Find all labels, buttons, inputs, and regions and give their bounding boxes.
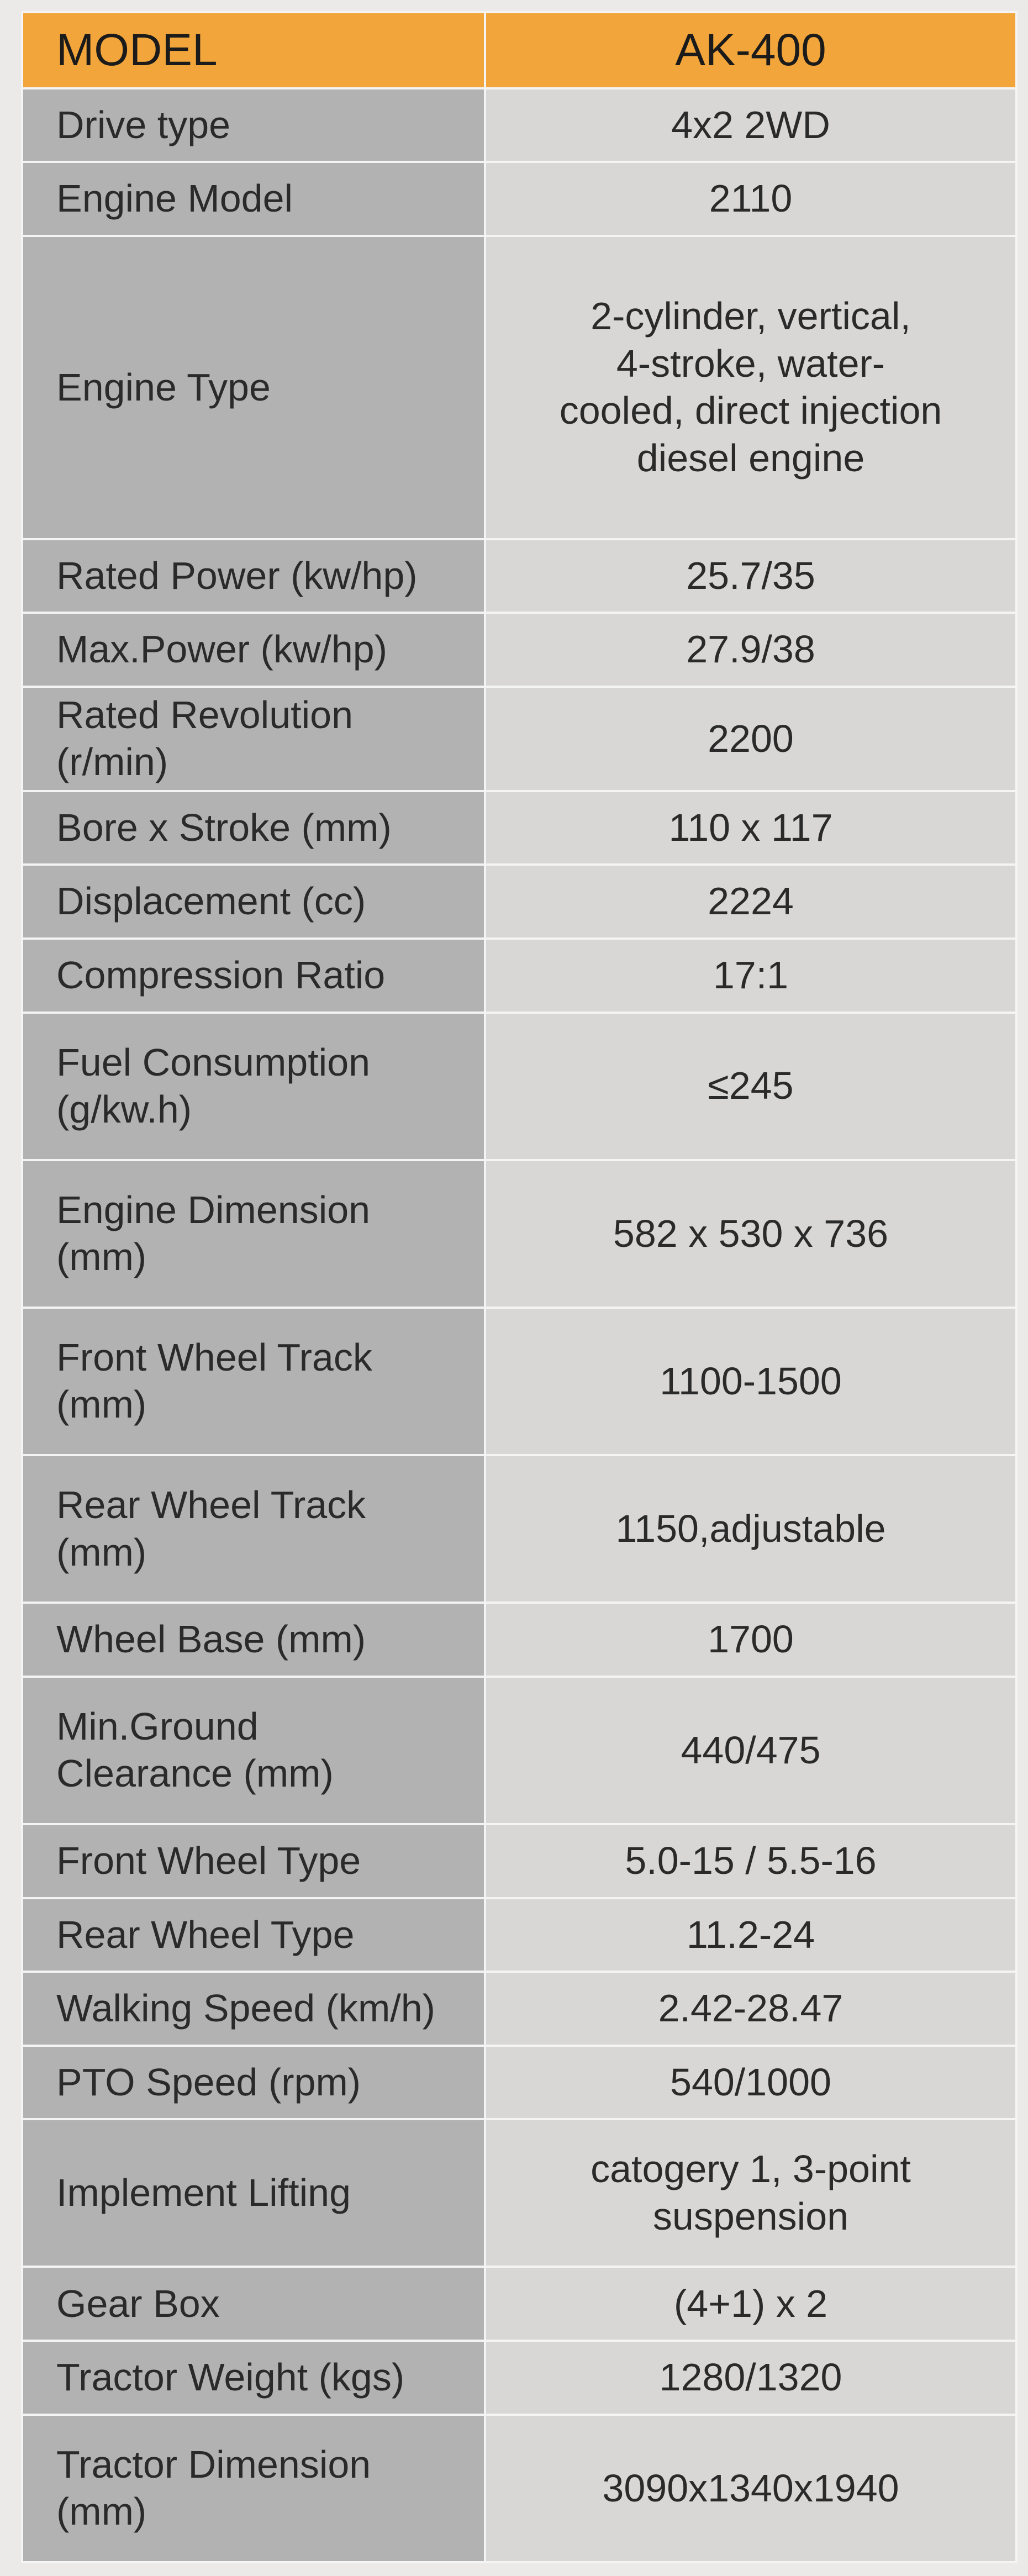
spec-label-line: Rated Revolution [56,693,353,736]
spec-label-line: Front Wheel Type [56,1839,361,1883]
spec-value-line: 2224 [708,879,794,923]
spec-value-line: 1280/1320 [659,2356,842,2399]
spec-label-line: Wheel Base (mm) [56,1618,366,1661]
spec-value [485,2341,1016,2415]
spec-row [22,687,1016,791]
spec-row [22,1455,1016,1603]
spec-value [485,1160,1016,1308]
spec-label [22,88,485,162]
spec-label-line: Min.Ground [56,1705,259,1748]
spec-value-line: 11.2-24 [686,1913,815,1956]
spec-label-line: Tractor Dimension [56,2442,371,2486]
spec-label-line: Engine Type [56,365,271,409]
spec-value [485,939,1016,1013]
spec-value [485,1972,1016,2046]
spec-label [22,236,485,539]
spec-value [485,1013,1016,1160]
spec-label-line: Clearance (mm) [56,1752,334,1795]
spec-row [22,1013,1016,1160]
spec-value-line: (4+1) x 2 [673,2282,828,2325]
spec-label [22,1603,485,1677]
spec-label [22,2046,485,2120]
spec-label-line: Displacement (cc) [56,879,366,923]
spec-value [485,1677,1016,1824]
header-row [22,12,1016,88]
spec-label [22,162,485,236]
spec-value-line: 440/475 [681,1728,821,1772]
spec-row [22,1603,1016,1677]
spec-label-line: Rear Wheel Track [56,1483,366,1527]
spec-value-line: 1150,adjustable [615,1506,886,1550]
spec-row [22,1160,1016,1308]
spec-label-line: Engine Model [56,177,293,220]
spec-label-line: Rated Power (kw/hp) [56,554,418,597]
spec-label [22,2341,485,2415]
spec-row [22,2046,1016,2120]
spec-value [485,2415,1016,2562]
spec-label [22,1013,485,1160]
spec-label [22,2119,485,2267]
spec-value [485,1603,1016,1677]
spec-label-line: Fuel Consumption [56,1040,371,1084]
spec-label-line: (mm) [56,2490,147,2533]
spec-label-line: (mm) [56,1530,147,1574]
spec-label [22,613,485,687]
spec-value-line: 17:1 [713,954,789,997]
spec-row [22,1677,1016,1824]
model-label: MODEL [22,12,485,88]
spec-label-line: Rear Wheel Type [56,1913,355,1956]
spec-label-line: (g/kw.h) [56,1088,192,1131]
spec-value-line: 4x2 2WD [671,103,830,146]
spec-value [485,865,1016,939]
spec-value-line: 1100-1500 [660,1359,842,1403]
spec-value [485,1824,1016,1898]
spec-label [22,939,485,1013]
spec-row [22,2267,1016,2341]
spec-value-line: 2200 [708,717,794,760]
spec-label [22,1160,485,1308]
spec-value-line: 4-stroke, water- [616,341,885,385]
spec-value-line: 1700 [708,1618,794,1661]
spec-label-line: PTO Speed (rpm) [56,2060,361,2104]
spec-value [485,88,1016,162]
spec-value-line: 582 x 530 x 736 [613,1211,889,1255]
spec-label-line: (r/min) [56,740,168,784]
spec-value-line: 3090x1340x1940 [602,2466,899,2510]
spec-value [485,2046,1016,2120]
spec-label [22,865,485,939]
spec-value [485,2267,1016,2341]
spec-row [22,2119,1016,2267]
spec-value-line: 27.9/38 [686,628,815,671]
spec-label-line: Drive type [56,103,231,146]
spec-label-line: Bore x Stroke (mm) [56,805,392,849]
spec-value [485,2119,1016,2267]
spec-value-line: 5.0-15 / 5.5-16 [625,1839,877,1883]
spec-label-line: Front Wheel Track [56,1336,372,1379]
spec-label [22,1898,485,1972]
spec-value [485,236,1016,539]
spec-label [22,1455,485,1603]
spec-row [22,1308,1016,1455]
spec-label-line: Implement Lifting [56,2171,351,2215]
spec-row [22,2415,1016,2562]
spec-value [485,613,1016,687]
spec-value-line: 110 x 117 [668,805,833,849]
spec-row [22,2341,1016,2415]
spec-label-line: Engine Dimension [56,1188,371,1231]
spec-value-line: 25.7/35 [686,554,815,597]
spec-row [22,236,1016,539]
spec-label [22,1677,485,1824]
spec-row [22,865,1016,939]
spec-value [485,539,1016,613]
spec-row [22,162,1016,236]
spec-value [485,791,1016,865]
spec-table [21,11,1018,2563]
spec-value-line: 2-cylinder, vertical, [591,294,911,338]
spec-label-line: Max.Power (kw/hp) [56,628,388,671]
spec-value [485,1308,1016,1455]
spec-label [22,791,485,865]
spec-value [485,687,1016,791]
spec-label-line: Tractor Weight (kgs) [56,2356,405,2399]
spec-value-line: 2110 [709,177,793,220]
spec-label-line: Compression Ratio [56,954,386,997]
spec-value-line: 540/1000 [670,2060,831,2104]
spec-value-line: cooled, direct injection [559,389,942,433]
spec-row [22,613,1016,687]
spec-row [22,1824,1016,1898]
spec-label [22,687,485,791]
spec-row [22,1972,1016,2046]
spec-label-line: (mm) [56,1235,147,1279]
spec-row [22,88,1016,162]
spec-row [22,939,1016,1013]
spec-value-line: ≤245 [708,1064,794,1108]
spec-label [22,2415,485,2562]
spec-label-line: (mm) [56,1383,147,1426]
spec-value-line: 2.42-28.47 [658,1987,844,2030]
model-value: AK-400 [485,12,1016,88]
spec-label [22,2267,485,2341]
spec-value [485,162,1016,236]
spec-value [485,1455,1016,1603]
spec-label-line: Gear Box [56,2282,220,2325]
spec-label-line: Walking Speed (km/h) [56,1987,435,2030]
spec-row [22,539,1016,613]
spec-value-line: suspension [652,2194,849,2238]
spec-label [22,1308,485,1455]
spec-label [22,539,485,613]
spec-label [22,1972,485,2046]
spec-value [485,1898,1016,1972]
spec-row [22,1898,1016,1972]
spec-value-line: catogery 1, 3-point [591,2147,911,2191]
spec-label [22,1824,485,1898]
spec-row [22,791,1016,865]
spec-value-line: diesel engine [636,436,865,480]
